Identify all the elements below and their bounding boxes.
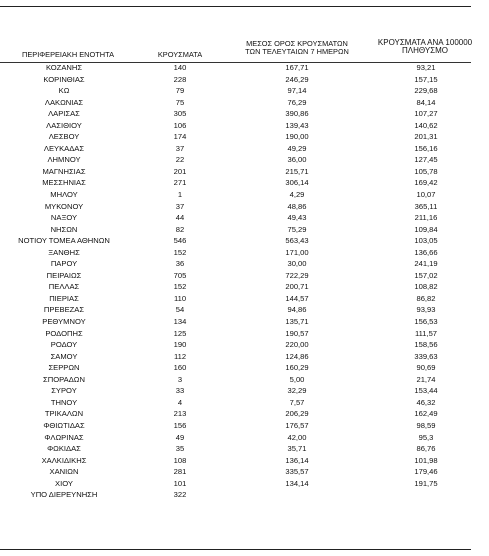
cell-region: ΣΠΟΡΑΔΩΝ (43, 374, 85, 384)
cell-cases: 75 (175, 97, 185, 107)
cell-cases: 281 (173, 467, 187, 477)
cell-region: ΠΙΕΡΙΑΣ (49, 293, 79, 303)
cell-per100k: 365,11 (414, 201, 438, 211)
cell-region: ΜΑΓΝΗΣΙΑΣ (42, 166, 86, 176)
cell-per100k: 21,74 (416, 374, 436, 384)
cell-per100k: 153,44 (414, 386, 438, 396)
cell-per100k: 211,16 (414, 213, 438, 223)
cell-per100k: 156,16 (414, 143, 438, 153)
cell-avg7: 30,00 (287, 259, 307, 269)
table-row (0, 270, 471, 282)
cell-avg7: 200,71 (285, 282, 309, 292)
table-row (0, 293, 471, 305)
cell-region: ΞΑΝΘΗΣ (48, 247, 80, 257)
cell-per100k: 86,82 (416, 293, 436, 303)
cell-region: ΝΑΞΟΥ (50, 213, 78, 223)
cell-region: ΤΡΙΚΑΛΩΝ (44, 409, 84, 419)
cell-avg7: 36,00 (287, 155, 307, 165)
cell-avg7: 76,29 (287, 97, 307, 107)
cell-per100k: 157,02 (414, 270, 438, 280)
cell-avg7: 306,14 (285, 178, 309, 188)
cell-per100k: 169,42 (414, 178, 438, 188)
cell-avg7: 4,29 (289, 190, 305, 200)
cell-avg7: 722,29 (285, 270, 309, 280)
cell-region: ΝΗΣΩΝ (50, 224, 78, 234)
cell-avg7: 75,29 (287, 224, 307, 234)
cell-per100k: 108,82 (414, 282, 438, 292)
cell-avg7: 390,86 (285, 109, 309, 119)
cell-region: ΣΕΡΡΩΝ (48, 363, 80, 373)
cell-avg7: 35,71 (287, 444, 307, 454)
cell-cases: 3 (177, 374, 183, 384)
cell-cases: 112 (173, 351, 187, 361)
table-row (0, 432, 471, 444)
cell-avg7: 134,14 (285, 478, 309, 488)
table-row (0, 166, 471, 178)
cell-avg7: 42,00 (287, 432, 307, 442)
table-row (0, 316, 471, 328)
cell-region: ΠΡΕΒΕΖΑΣ (43, 305, 85, 315)
table-row (0, 374, 471, 386)
cell-avg7: 206,29 (285, 409, 309, 419)
cell-cases: 37 (175, 143, 185, 153)
cell-avg7: 335,57 (285, 467, 309, 477)
table-row (0, 304, 471, 316)
cell-region: ΥΠΟ ΔΙΕΡΕΥΝΗΣΗ (30, 490, 98, 500)
table-row (0, 62, 471, 74)
cell-cases: 82 (175, 224, 185, 234)
cell-per100k: 46,32 (416, 397, 436, 407)
table-row (0, 224, 471, 236)
cell-region: ΠΑΡΟΥ (50, 259, 78, 269)
cell-avg7: 135,71 (285, 317, 309, 327)
table-row (0, 455, 471, 467)
cell-cases: 174 (173, 132, 187, 142)
cell-cases: 322 (173, 490, 187, 500)
cell-cases: 54 (175, 305, 185, 315)
table-row (0, 362, 471, 374)
cell-per100k: 103,05 (414, 236, 438, 246)
table-row (0, 247, 471, 259)
table-row (0, 478, 471, 490)
cell-per100k: 140,62 (414, 120, 438, 130)
cell-avg7: 171,00 (285, 247, 309, 257)
table-row (0, 339, 471, 351)
table-row (0, 328, 471, 340)
cell-cases: 134 (173, 317, 187, 327)
cell-per100k: 229,68 (414, 86, 438, 96)
cell-per100k: 191,75 (414, 478, 438, 488)
table-row (0, 177, 471, 189)
table-row (0, 466, 471, 478)
cell-avg7: 136,14 (285, 455, 309, 465)
cell-cases: 110 (173, 293, 187, 303)
cell-region: ΚΟΖΑΝΗΣ (45, 63, 83, 72)
table-row (0, 397, 471, 409)
cell-region: ΚΟΡΙΝΘΙΑΣ (43, 74, 85, 84)
cell-avg7: 94,86 (287, 305, 307, 315)
cell-cases: 213 (173, 409, 187, 419)
cell-cases: 33 (175, 386, 185, 396)
table-row (0, 489, 471, 501)
table-body (0, 62, 471, 501)
bottom-rule (0, 549, 471, 550)
table-row (0, 154, 471, 166)
cell-region: ΠΕΙΡΑΙΩΣ (46, 270, 82, 280)
cell-per100k: 86,76 (416, 444, 436, 454)
cell-cases: 35 (175, 444, 185, 454)
table-row (0, 443, 471, 455)
table-row (0, 385, 471, 397)
cell-per100k: 127,45 (414, 155, 438, 165)
cell-avg7: 246,29 (285, 74, 309, 84)
header-region: ΠΕΡΙΦΕΡΕΙΑΚΗ ΕΝΟΤΗΤΑ (22, 50, 114, 59)
cell-region: ΜΕΣΣΗΝΙΑΣ (42, 178, 86, 188)
table-row (0, 120, 471, 132)
cell-region: ΡΕΘΥΜΝΟΥ (42, 317, 86, 327)
cell-cases: 22 (175, 155, 185, 165)
cell-region: ΦΛΩΡΙΝΑΣ (44, 432, 84, 442)
cell-per100k: 109,84 (414, 224, 438, 234)
cell-avg7: 7,57 (289, 397, 305, 407)
cell-avg7: 49,43 (287, 213, 307, 223)
cell-per100k: 201,31 (414, 132, 438, 142)
cell-region: ΣΥΡΟΥ (51, 386, 77, 396)
cell-cases: 49 (175, 432, 185, 442)
cell-avg7: 144,57 (285, 293, 309, 303)
table-header (0, 38, 471, 62)
cell-cases: 4 (177, 397, 183, 407)
table-row (0, 189, 471, 201)
cell-region: ΜΥΚΟΝΟΥ (44, 201, 84, 211)
cell-region: ΧΑΝΙΩΝ (49, 467, 79, 477)
cell-per100k: 241,19 (414, 259, 438, 269)
table-row (0, 212, 471, 224)
cell-per100k: 10,07 (416, 190, 436, 200)
table-row (0, 201, 471, 213)
cell-cases: 140 (173, 63, 187, 72)
cell-per100k: 105,78 (414, 166, 438, 176)
cell-cases: 271 (173, 178, 187, 188)
cell-avg7: 176,57 (285, 420, 309, 430)
table-row (0, 143, 471, 155)
cell-per100k: 179,46 (414, 467, 438, 477)
cell-avg7: 167,71 (285, 63, 309, 72)
cell-avg7: 190,00 (285, 132, 309, 142)
cell-cases: 36 (175, 259, 185, 269)
cell-region: ΧΙΟΥ (55, 478, 73, 488)
cell-avg7: 97,14 (287, 86, 307, 96)
cell-cases: 705 (173, 270, 187, 280)
cell-cases: 125 (173, 328, 187, 338)
header-cases: ΚΡΟΥΣΜΑΤΑ (157, 50, 203, 59)
table-row (0, 235, 471, 247)
cell-per100k: 111,57 (414, 328, 438, 338)
cell-cases: 152 (173, 282, 187, 292)
cell-cases: 152 (173, 247, 187, 257)
table-row (0, 108, 471, 120)
cell-region: ΛΑΚΩΝΙΑΣ (44, 97, 84, 107)
cell-cases: 160 (173, 363, 187, 373)
cell-region: ΛΑΡΙΣΑΣ (48, 109, 80, 119)
cell-region: ΣΑΜΟΥ (50, 351, 78, 361)
cell-per100k: 98,59 (416, 420, 436, 430)
cell-per100k: 93,21 (416, 63, 436, 72)
cell-avg7: 190,57 (285, 328, 309, 338)
cell-region: ΧΑΛΚΙΔΙΚΗΣ (41, 455, 87, 465)
cell-per100k: 107,27 (414, 109, 438, 119)
cell-cases: 44 (175, 213, 185, 223)
cell-cases: 546 (173, 236, 187, 246)
cell-region: ΛΗΜΝΟΥ (47, 155, 81, 165)
cell-cases: 156 (173, 420, 187, 430)
cell-avg7: 563,43 (285, 236, 309, 246)
cell-avg7: 49,29 (287, 143, 307, 153)
cell-region: ΡΟΔΟΠΗΣ (45, 328, 83, 338)
cell-cases: 1 (177, 190, 183, 200)
cell-region: ΤΗΝΟΥ (50, 397, 78, 407)
cell-region: ΚΩ (58, 86, 70, 96)
cell-cases: 37 (175, 201, 185, 211)
header-per100k: ΚΡΟΥΣΜΑΤΑ ΑΝΑ 100000 ΠΛΗΘΥΣΜΟ (377, 38, 473, 56)
table-row (0, 281, 471, 293)
cell-cases: 108 (173, 455, 187, 465)
cell-avg7: 160,29 (285, 363, 309, 373)
cell-avg7: 215,71 (285, 166, 309, 176)
cell-cases: 305 (173, 109, 187, 119)
cell-per100k: 162,49 (414, 409, 438, 419)
cell-per100k: 136,66 (414, 247, 438, 257)
cell-cases: 101 (173, 478, 187, 488)
cell-per100k: 93,93 (416, 305, 436, 315)
cell-region: ΛΕΥΚΑΔΑΣ (43, 143, 85, 153)
cell-per100k: 158,56 (414, 340, 438, 350)
table-row (0, 74, 471, 86)
cell-avg7: 124,86 (285, 351, 309, 361)
cell-cases: 201 (173, 166, 187, 176)
table-row (0, 97, 471, 109)
table-row (0, 408, 471, 420)
table-row (0, 258, 471, 270)
cell-region: ΡΟΔΟΥ (50, 340, 78, 350)
cell-region: ΛΕΣΒΟΥ (48, 132, 80, 142)
cell-region: ΦΩΚΙΔΑΣ (47, 444, 81, 454)
top-rule (0, 6, 471, 7)
cell-region: ΝΟΤΙΟΥ ΤΟΜΕΑ ΑΘΗΝΩΝ (18, 236, 110, 246)
header-avg7: ΜΕΣΟΣ ΟΡΟΣ ΚΡΟΥΣΜΑΤΩΝ ΤΩΝ ΤΕΛΕΥΤΑΙΩΝ 7 ΗΜΕΡΩΝ (245, 39, 349, 57)
table-row (0, 131, 471, 143)
cell-per100k: 339,63 (414, 351, 438, 361)
cell-region: ΦΘΙΩΤΙΔΑΣ (43, 420, 85, 430)
cell-avg7: 139,43 (285, 120, 309, 130)
cell-per100k: 90,69 (416, 363, 436, 373)
cell-cases: 228 (173, 74, 187, 84)
cell-per100k: 157,15 (414, 74, 438, 84)
cell-per100k: 95,3 (418, 432, 434, 442)
cell-per100k: 101,98 (414, 455, 438, 465)
cell-region: ΜΗΛΟΥ (50, 190, 78, 200)
cell-avg7: 32,29 (287, 386, 307, 396)
cell-per100k: 84,14 (416, 97, 436, 107)
cell-cases: 106 (173, 120, 187, 130)
cell-per100k: 156,53 (414, 317, 438, 327)
cell-avg7: 5,00 (289, 374, 305, 384)
cell-cases: 79 (175, 86, 185, 96)
table-row (0, 420, 471, 432)
cell-avg7: 220,00 (285, 340, 309, 350)
cell-region: ΠΕΛΛΑΣ (48, 282, 80, 292)
cell-avg7: 48,86 (287, 201, 307, 211)
table-row (0, 85, 471, 97)
cell-cases: 190 (173, 340, 187, 350)
table-row (0, 351, 471, 363)
cell-region: ΛΑΣΙΘΙΟΥ (46, 120, 82, 130)
